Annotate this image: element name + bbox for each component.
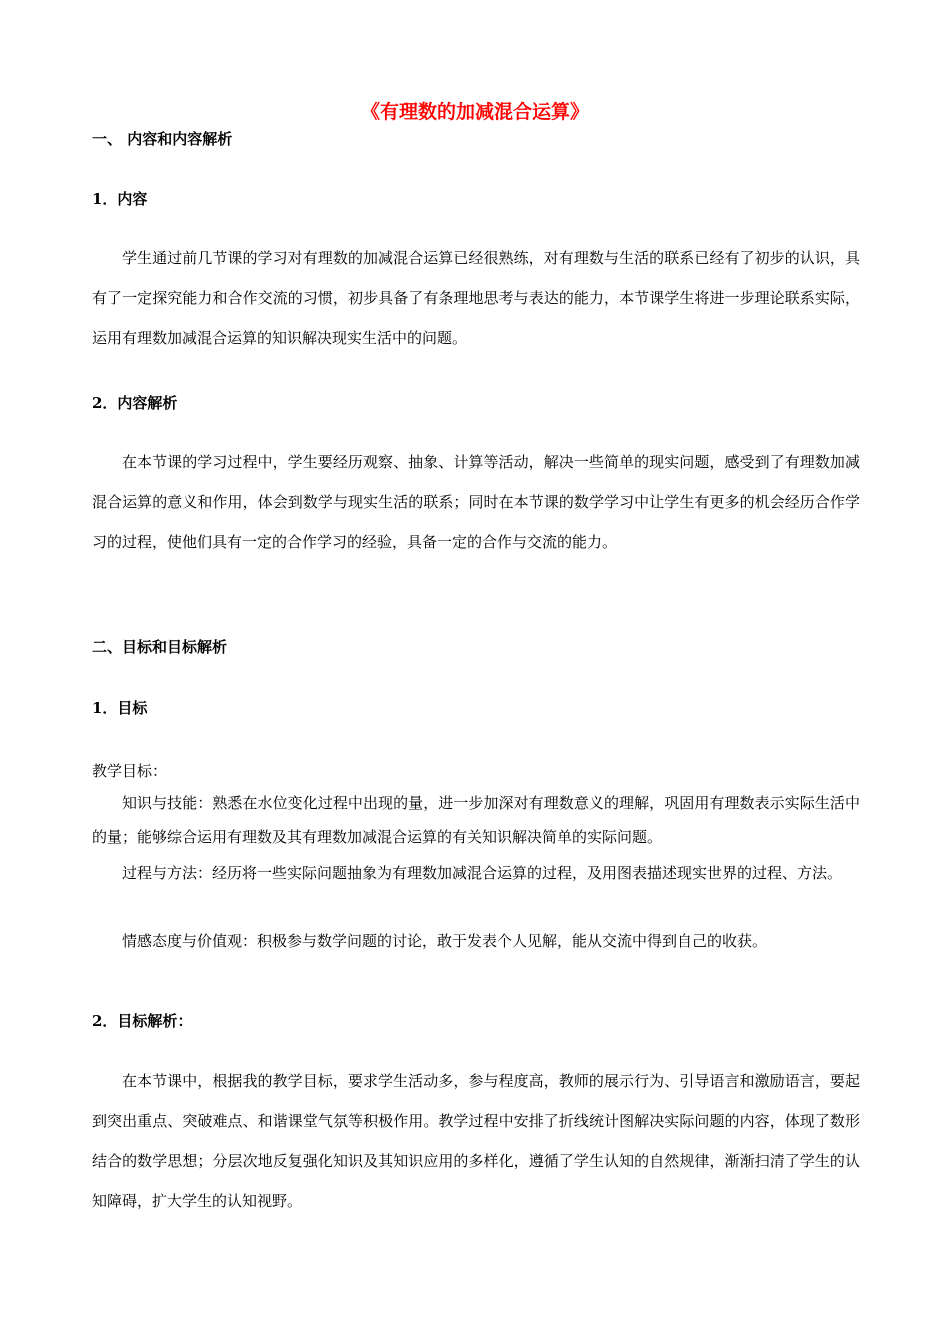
teaching-goals-label: 教学目标： bbox=[92, 762, 168, 780]
goal-process-methods: 过程与方法：经历将一些实际问题抽象为有理数加减混合运算的过程，及用图表描述现实世界的过程、方法。 bbox=[122, 864, 843, 882]
section-heading-content: 一、 内容和内容解析 bbox=[92, 130, 233, 148]
paragraph-content-analysis: 在本节课的学习过程中，学生要经历观察、抽象、计算等活动，解决一些简单的现实问题，感受到了有理数加减混合运算的意义和作用，体会到数学与现实生活的联系；同时在本节课的数学学习中让学生有更多的机会经历合作学习的过程，使他们具有一定的合作学习的经验，具备一定的合作与交流的能力。 bbox=[92, 453, 860, 551]
goal-knowledge-skills: 知识与技能：熟悉在水位变化过程中出现的量，进一步加深对有理数意义的理解，巩固用有理数表示实际生活中的量；能够综合运用有理数及其有理数加减混合运算的有关知识解决简单的实际问题。 bbox=[92, 794, 860, 846]
section-heading-goals: 二、目标和目标解析 bbox=[92, 638, 228, 656]
subheading-content-analysis: 2．内容解析 bbox=[92, 394, 178, 412]
subheading-goals: 1．目标 bbox=[92, 699, 148, 717]
paragraph-goals-analysis: 在本节课中，根据我的教学目标，要求学生活动多，参与程度高，教师的展示行为、引导语言和激励语言，要起到突出重点、突破难点、和谐课堂气氛等积极作用。教学过程中安排了折线统计图解决实际问题的内容，体现了数形结合的数学思想；分层次地反复强化知识及其知识应用的多样化，遵循了学生认知的自然规律，渐渐扫清了学生的认知障碍，扩大学生的认知视野。 bbox=[92, 1072, 860, 1210]
paragraph-content: 学生通过前几节课的学习对有理数的加减混合运算已经很熟练，对有理数与生活的联系已经有了初步的认识，具有了一定探究能力和合作交流的习惯，初步具备了有条理地思考与表达的能力，本节课学生将进一步理论联系实际，运用有理数加减混合运算的知识解决现实生活中的问题。 bbox=[92, 249, 860, 347]
document-title: 《有理数的加减混合运算》 bbox=[360, 101, 589, 123]
subheading-goals-analysis: 2．目标解析： bbox=[92, 1012, 193, 1030]
subheading-content: 1．内容 bbox=[92, 190, 148, 208]
goal-attitude-values: 情感态度与价值观：积极参与数学问题的讨论，敢于发表个人见解，能从交流中得到自己的收获。 bbox=[122, 932, 768, 950]
